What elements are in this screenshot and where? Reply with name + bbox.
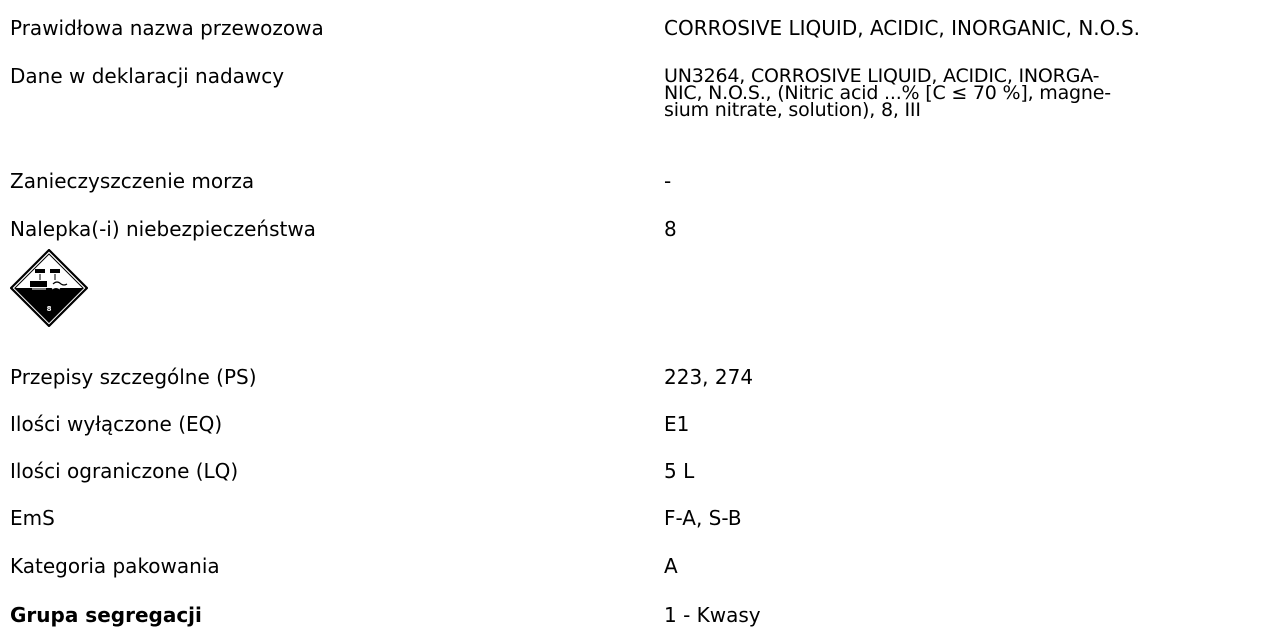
value-limited-quantities: 5 L — [664, 459, 695, 483]
value-segregation-group: 1 - Kwasy — [664, 603, 761, 627]
value-marine-pollutant: - — [664, 169, 672, 193]
label-shipper-declaration: Dane w deklaracji nadawcy — [10, 64, 285, 88]
value-ems: F-A, S-B — [664, 506, 742, 530]
label-segregation-group: Grupa segregacji — [10, 603, 202, 627]
value-proper-shipping-name: CORROSIVE LIQUID, ACIDIC, INORGANIC, N.O.S. — [664, 16, 1140, 40]
value-hazard-labels: 8 — [664, 217, 677, 241]
value-shipper-declaration — [664, 65, 1259, 121]
hazard-class-number: 8 — [46, 305, 52, 313]
label-proper-shipping-name: Prawidłowa nazwa przewozowa — [10, 16, 324, 40]
value-line-3: sium nitrate, solution), 8, III — [664, 99, 921, 121]
value-stowage-category: A — [664, 554, 678, 578]
corrosive-class-8-icon — [10, 249, 88, 327]
value-special-provisions: 223, 274 — [664, 365, 754, 389]
label-ems: EmS — [10, 506, 55, 530]
label-special-provisions: Przepisy szczególne (PS) — [10, 365, 257, 389]
label-excepted-quantities: Ilości wyłączone (EQ) — [10, 412, 223, 436]
label-hazard-labels: Nalepka(-i) niebezpieczeństwa — [10, 217, 316, 241]
value-line-1: UN3264, CORROSIVE LIQUID, ACIDIC, INORGA- — [664, 65, 1100, 87]
label-marine-pollutant: Zanieczyszczenie morza — [10, 169, 255, 193]
value-line-2: NIC, N.O.S., (Nitric acid ...% [C ≤ 70 %], magne- — [664, 82, 1111, 104]
value-excepted-quantities: E1 — [664, 412, 690, 436]
label-limited-quantities: Ilości ograniczone (LQ) — [10, 459, 239, 483]
label-stowage-category: Kategoria pakowania — [10, 554, 220, 578]
